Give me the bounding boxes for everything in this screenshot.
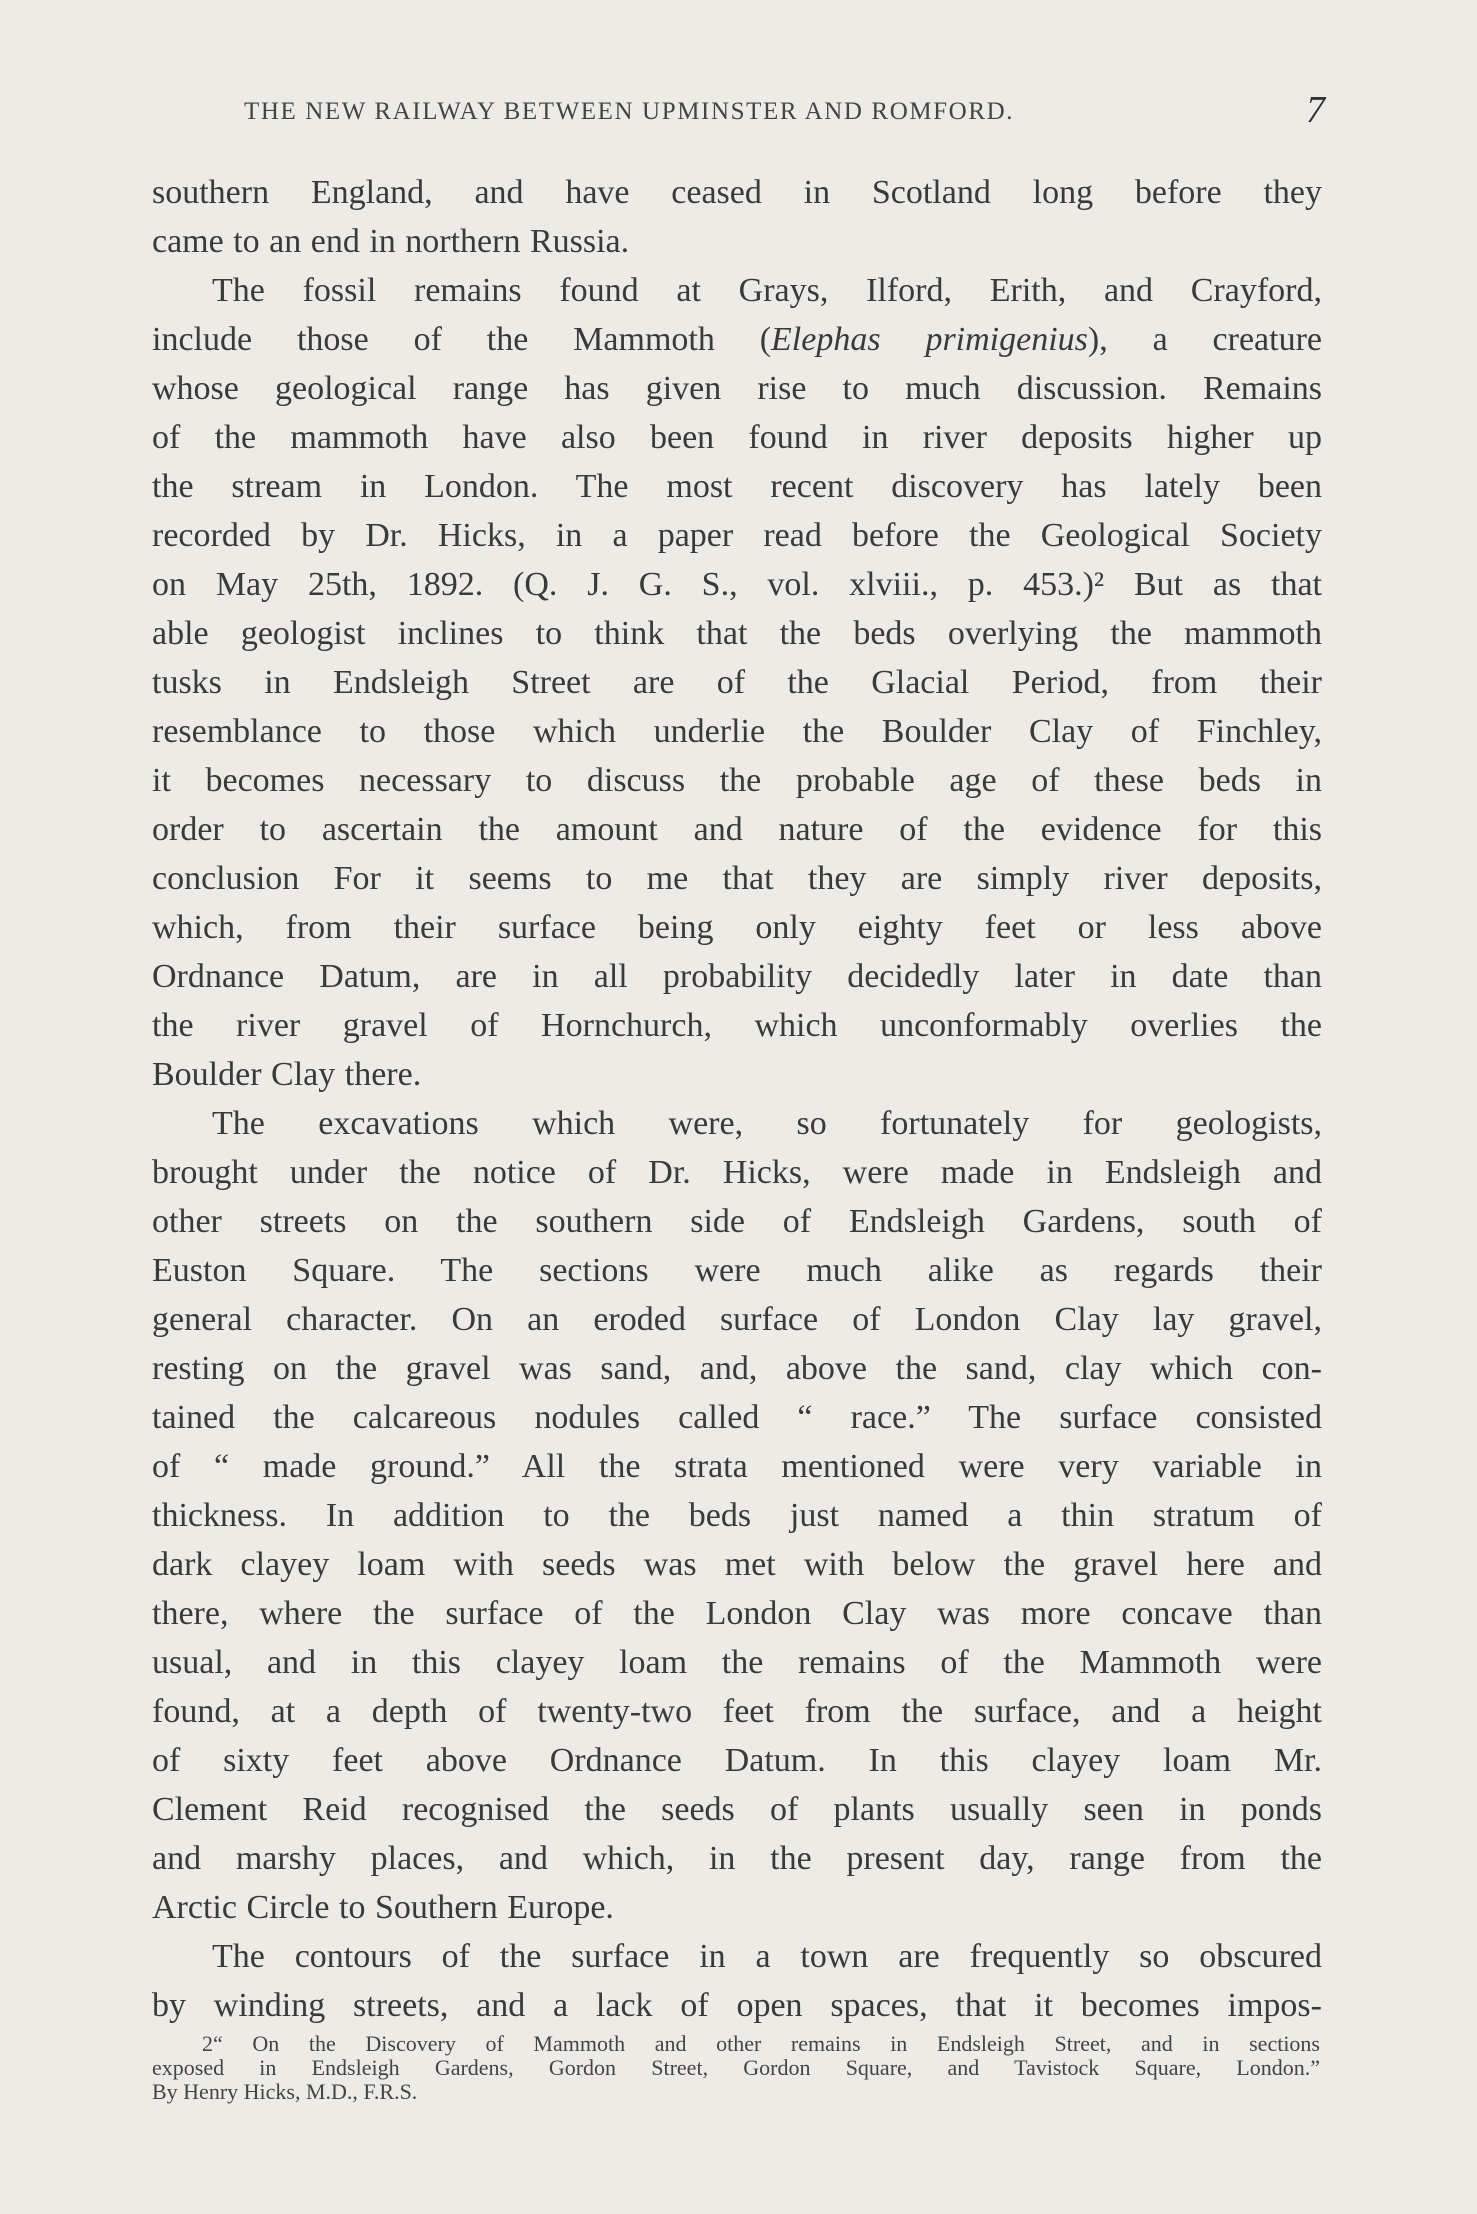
footnote-line: exposed in Endsleigh Gardens, Gordon Street, Gordon Square, and Tavistock Square, London.” xyxy=(152,2055,1320,2080)
body-text xyxy=(152,168,1322,2030)
text-line: The contours of the surface in a town are frequently so obscured xyxy=(212,1938,1322,1975)
text-line: other streets on the southern side of Endsleigh Gardens, south of xyxy=(152,1203,1322,1240)
text-line: on May 25th, 1892. (Q. J. G. S., vol. xlviii., p. 453.)² But as that xyxy=(152,566,1322,603)
page-number: 7 xyxy=(1306,89,1325,131)
running-head xyxy=(150,89,1325,132)
text-line: Clement Reid recognised the seeds of plants usually seen in ponds xyxy=(152,1791,1322,1828)
text-line: thickness. In addition to the beds just named a thin stratum of xyxy=(152,1497,1322,1534)
text-line: found, at a depth of twenty-two feet from the surface, and a height xyxy=(152,1693,1322,1730)
text-line: The excavations which were, so fortunately for geologists, xyxy=(212,1105,1322,1142)
text-line: which, from their surface being only eighty feet or less above xyxy=(152,909,1322,946)
text-line: resemblance to those which underlie the Boulder Clay of Finchley, xyxy=(152,713,1322,750)
species-name: Elephas primigenius xyxy=(771,321,1088,358)
text-line: came to an end in northern Russia. xyxy=(152,223,630,260)
text-line: Euston Square. The sections were much alike as regards their xyxy=(152,1252,1322,1289)
text-line: southern England, and have ceased in Scotland long before they xyxy=(152,174,1322,211)
text-line: tusks in Endsleigh Street are of the Glacial Period, from their xyxy=(152,664,1322,701)
text-line: the stream in London. The most recent discovery has lately been xyxy=(152,468,1322,505)
running-title: THE NEW RAILWAY BETWEEN UPMINSTER AND ROMFORD. xyxy=(244,98,1015,125)
text-line: of “ made ground.” All the strata mentioned were very variable in xyxy=(152,1448,1322,1485)
text-line: Arctic Circle to Southern Europe. xyxy=(152,1889,614,1926)
text-line: include those of the Mammoth (Elephas primigenius), a creature xyxy=(152,321,1322,358)
footnote-line: 2“ On the Discovery of Mammoth and other remains in Endsleigh Street, and in sections xyxy=(202,2031,1320,2056)
text-line: brought under the notice of Dr. Hicks, were made in Endsleigh and xyxy=(152,1154,1322,1191)
footnote xyxy=(152,2032,1320,2104)
text-line: tained the calcareous nodules called “ race.” The surface consisted xyxy=(152,1399,1322,1436)
text-line: there, where the surface of the London Clay was more concave than xyxy=(152,1595,1322,1632)
text-line: conclusion For it seems to me that they are simply river deposits, xyxy=(152,860,1322,897)
text-line: it becomes necessary to discuss the probable age of these beds in xyxy=(152,762,1322,799)
text-line: whose geological range has given rise to much discussion. Remains xyxy=(152,370,1322,407)
text-line: usual, and in this clayey loam the remains of the Mammoth were xyxy=(152,1644,1322,1681)
text-line: and marshy places, and which, in the present day, range from the xyxy=(152,1840,1322,1877)
text-line: The fossil remains found at Grays, Ilford, Erith, and Crayford, xyxy=(212,272,1322,309)
text-line: recorded by Dr. Hicks, in a paper read before the Geological Society xyxy=(152,517,1322,554)
text-line: the river gravel of Hornchurch, which unconformably overlies the xyxy=(152,1007,1322,1044)
footnote-line: By Henry Hicks, M.D., F.R.S. xyxy=(152,2079,418,2104)
text-line: of the mammoth have also been found in river deposits higher up xyxy=(152,419,1322,456)
text-line: Boulder Clay there. xyxy=(152,1056,422,1093)
text-line: by winding streets, and a lack of open spaces, that it becomes impos- xyxy=(152,1987,1322,2024)
text-line: Ordnance Datum, are in all probability decidedly later in date than xyxy=(152,958,1322,995)
text-line: able geologist inclines to think that the beds overlying the mammoth xyxy=(152,615,1322,652)
text-line: general character. On an eroded surface of London Clay lay gravel, xyxy=(152,1301,1322,1338)
text-line: dark clayey loam with seeds was met with below the gravel here and xyxy=(152,1546,1322,1583)
text-line: resting on the gravel was sand, and, above the sand, clay which con- xyxy=(152,1350,1322,1387)
text-line: of sixty feet above Ordnance Datum. In this clayey loam Mr. xyxy=(152,1742,1322,1779)
text-line: order to ascertain the amount and nature of the evidence for this xyxy=(152,811,1322,848)
